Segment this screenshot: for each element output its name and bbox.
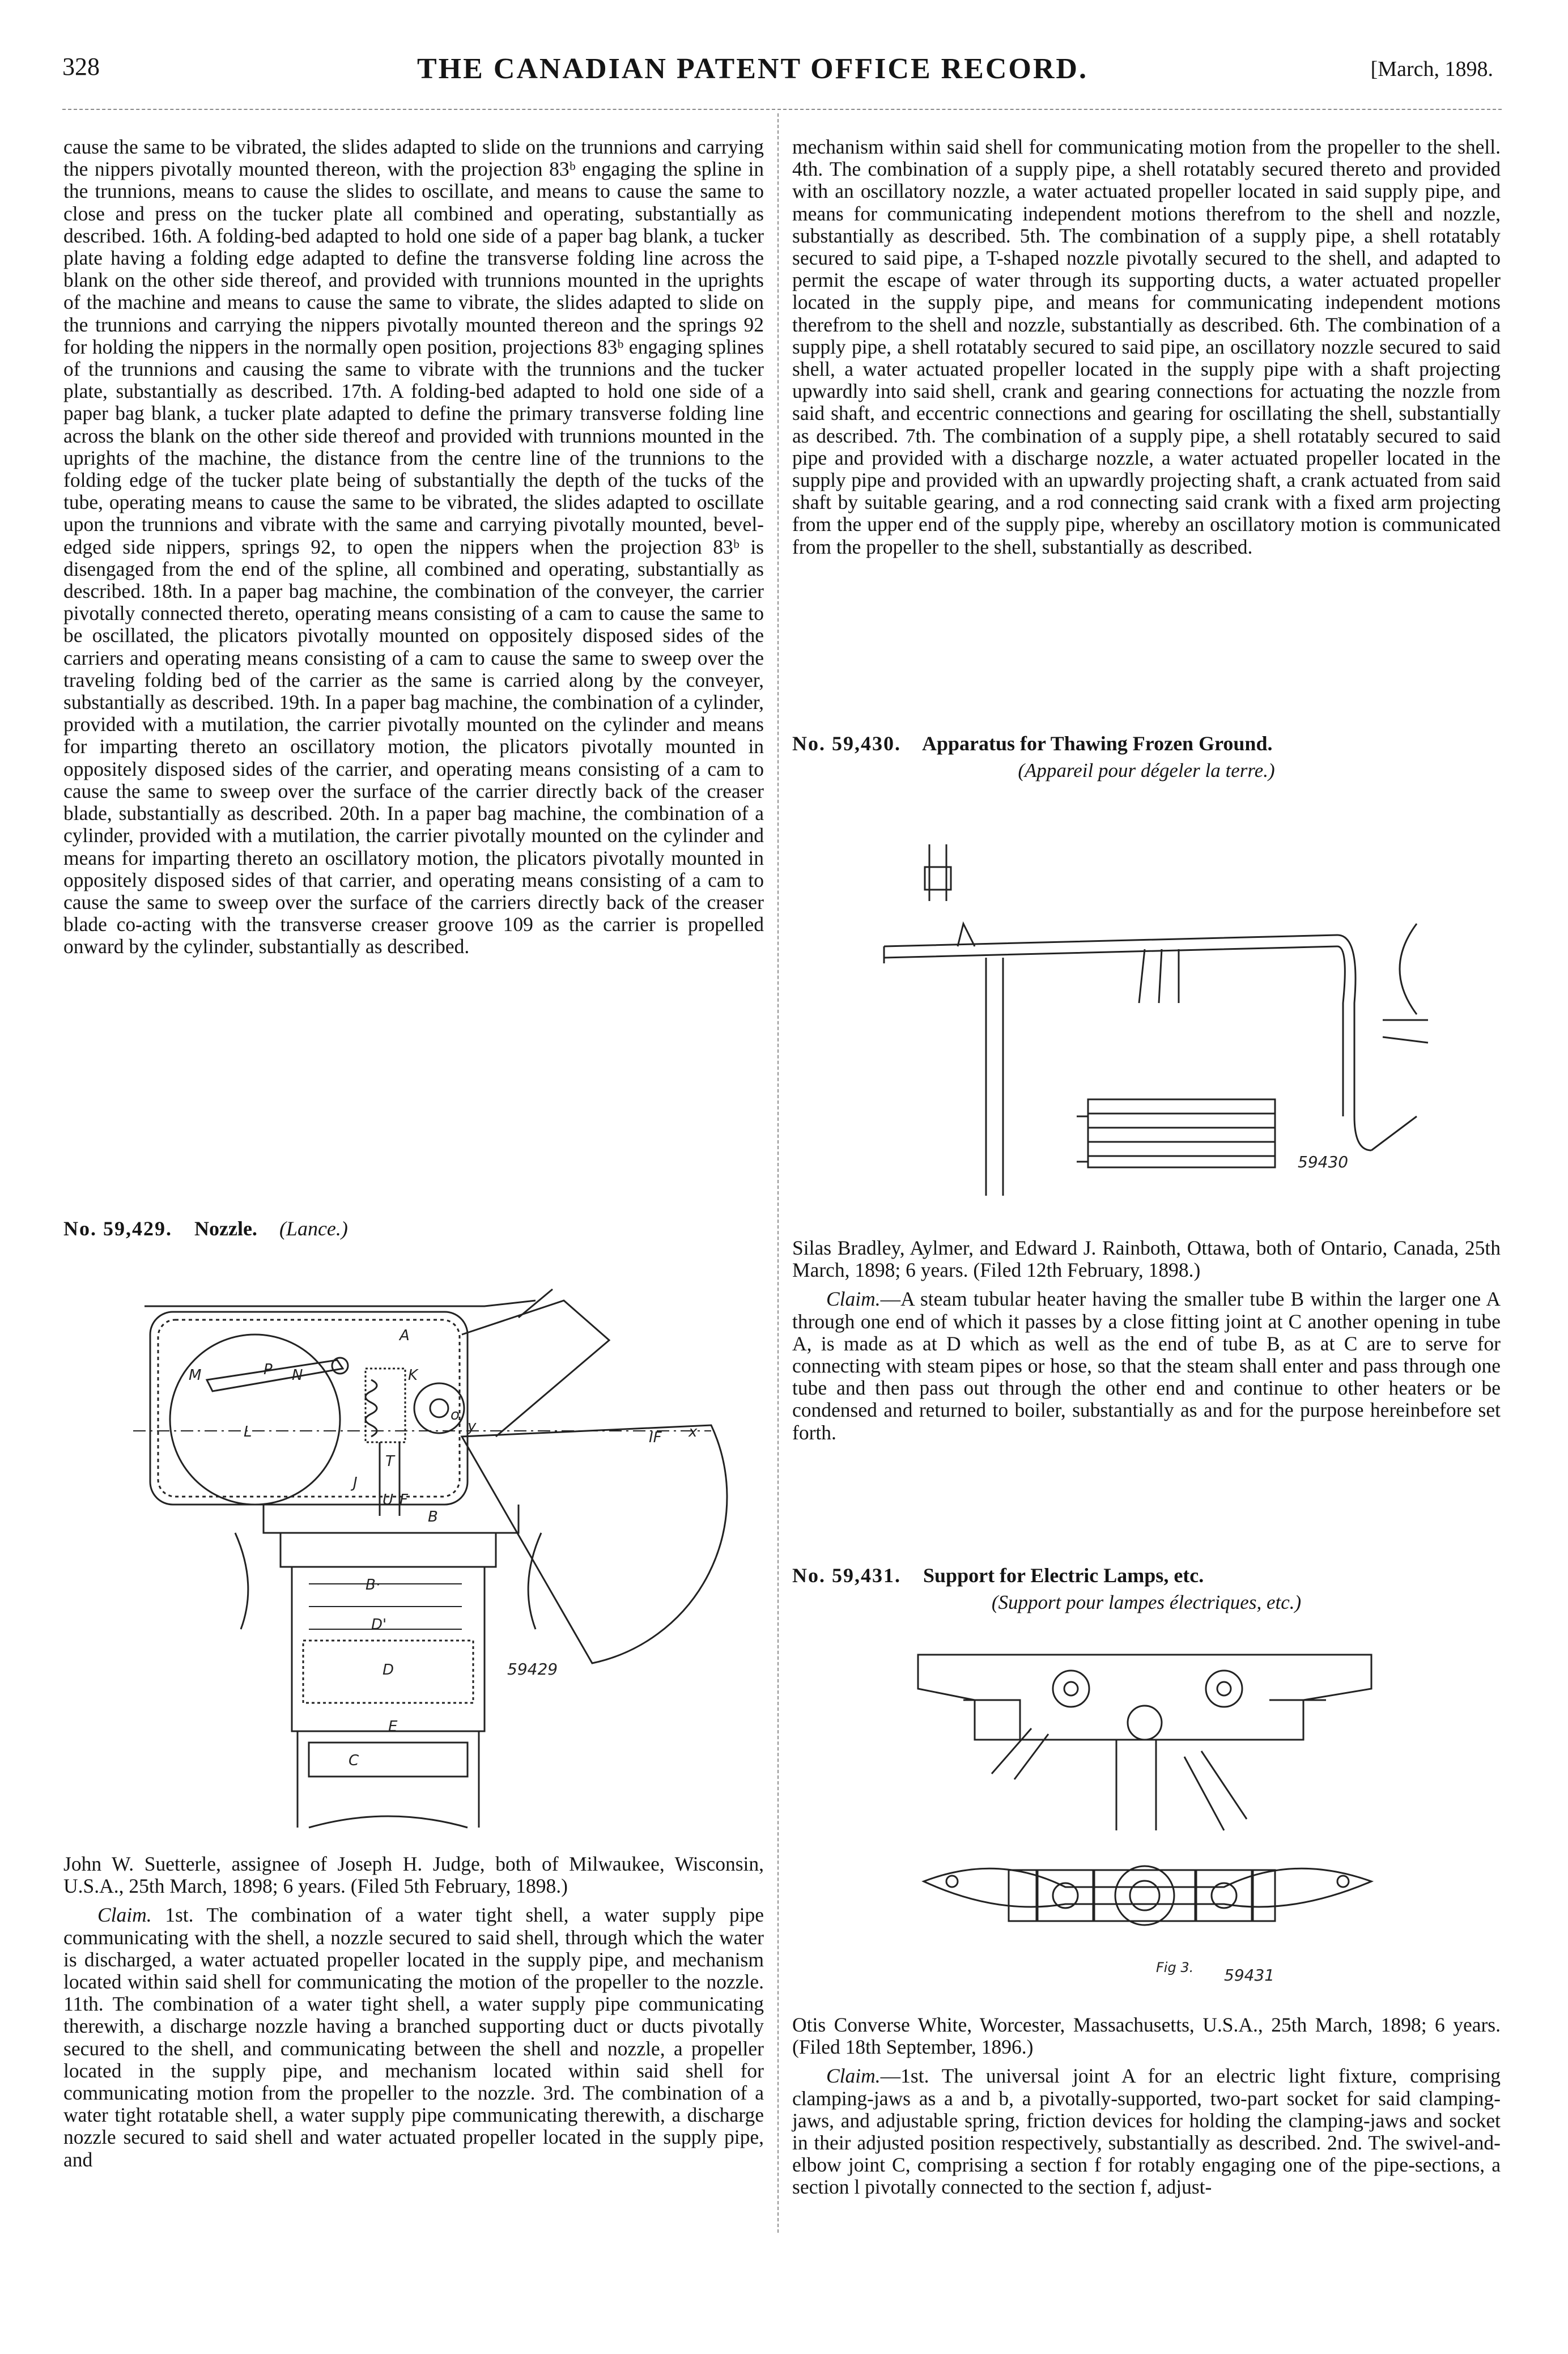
fig-label-y: y [468,1418,477,1435]
patent-59429-claim-paragraph [63,1904,764,2170]
nozzle-figure [122,1267,734,1845]
patent-59429-figure-number: 59429 [507,1660,558,1679]
fig-label-k: K [408,1367,418,1384]
patent-59430-heading [792,731,1272,756]
fig-label-j: J [353,1475,358,1492]
fig-label-o: o [451,1407,460,1424]
patent-59431-body [792,2014,1501,2199]
patent-59431-figure-caption: Fig 3. [1156,1960,1194,1975]
patent-59431-claim-label: Claim. [826,2064,881,2088]
fig-label-if: IF [649,1429,662,1446]
patent-59429-applicant: John W. Suetterle, assignee of Joseph H. Judge, both of Milwaukee, Wisconsin, U.S.A., 25th March, 1898; 6 years. (Filed 5th February, 1898.) [63,1852,764,1898]
paper-bag-claims-continuation: cause the same to be vibrated, the slides adapted to slide on the trunnions and carrying the nippers pivotally mounted thereon, with the projection 83ᵇ engaging the spline in the trunnions, means to cause the slides to oscillate, and means to cause the same to close and press on the tucker plate all combined and operating, substantially as described. 16th. A folding-bed adapted to hold one side of a paper bag blank, a tucker plate having a folding edge adapted to define the transverse folding line across the blank on the other side thereof, and provided with trunnions mounted in the uprights of the machine and means to cause the same to vibrate, the slides adapted to slide on the trunnions and carrying the nippers pivotally mounted thereon and the springs 92 for holding the nippers in the normally open position, projections 83ᵇ engaging splines of the trunnions and causing the same to vibrate with the trunnions and the tucker plate, substantially as described. 17th. A folding-bed adapted to hold one side of a paper bag blank, a tucker plate adapted to define the primary transverse folding line across the blank on the other side thereof and provided with trunnions mounted in the uprights of the machine, the distance from the centre line of the trunnions to the folding edge of the tucker plate being of substantially the depth of the tucks of the tube, operating means to cause the same to be vibrated, the slides adapted to oscillate upon the trunnions and vibrate with the same and carrying pivotally mounted, bevel-edged side nippers, springs 92, to open the nippers when the projection 83ᵇ is disengaged from the end of the spline, all combined and operating, substantially as described. 18th. In a paper bag machine, the combination of the conveyer, the carrier pivotally connected thereto, operating means consisting of a cam to cause the same to be oscillated, the plicators pivotally mounted on oppositely disposed sides of the carriers and operating means consisting of a cam to cause the same to sweep over the traveling folding bed of the carrier as the same is carried along by the conveyer, substantially as described. 19th. In a paper bag machine, the combination of a cylinder, provided with a mutilation, the carrier pivotally mounted on the cylinder and means for imparting thereto an oscillatory motion, the plicators pivotally mounted in oppositely disposed sides of the carrier, and operating means consisting of a cam to cause the same to sweep over the surface of the carrier directly back of the creaser blade, substantially as described. 20th. In a paper bag machine, the combination of a cylinder, provided with a mutilation, the carrier pivotally mounted on the cylinder and means for imparting thereto an oscillatory motion, the plicators pivotally mounted in oppositely disposed sides of that carrier, and operating means consisting of a cam to cause the same to sweep over the surface of the carriers directly back of the creaser blade co-acting with the transverse creaser groove 109 as the carrier is propelled onward by the cylinder, substantially as described. [63,135,764,958]
thawing-apparatus-figure [873,833,1439,1207]
fig-label-u: U [383,1492,394,1509]
fig-label-m: M [189,1367,202,1384]
fig-label-b: B [428,1509,438,1526]
fig-label-t: T [385,1453,394,1470]
page-header [0,52,1568,103]
patent-59429-claim-text: 1st. The combination of a water tight shell, a water supply pipe communicating with the shell, a nozzle secured to said shell, through which the water is discharged, a water actuated propeller located in the supply pipe, and mechanism located within said shell for communicating the motion of the propeller to the nozzle. 11th. The combination of a water tight shell, a water supply pipe communicating therewith, a discharge nozzle having a branched supporting duct or ducts pivotally secured to the shell, and communicating between the shell and nozzle, a propeller located in the supply pipe, and mechanism located within said shell for communicating motion from the propeller to the nozzle. 3rd. The combination of a water tight rotatable shell, a water supply pipe communicating therewith, a discharge nozzle secured to said shell and water actuated propeller located in the supply pipe, and [63,1903,764,2171]
fig-label-f: F [400,1492,408,1509]
patent-59429-heading [63,1216,348,1241]
patent-59431-figure-number: 59431 [1224,1966,1275,1985]
lamp-support-figure [907,1643,1394,2006]
fig-label-a: A [400,1327,410,1344]
patent-59430-title: Apparatus for Thawing Frozen Ground. [922,732,1273,755]
header-rule [62,109,1502,110]
issue-date: [March, 1898. [1370,57,1493,81]
patent-59430-body [792,1237,1501,1444]
fig-label-l: L [244,1424,252,1441]
fig-label-e: E [388,1718,398,1735]
patent-59430-claim-label: Claim. [826,1288,881,1311]
patent-59429-number: No. 59,429. [63,1217,172,1240]
nozzle-claims-continuation: mechanism within said shell for communicating motion from the propeller to the shell. 4th. The combination of a supply pipe, a shell rotatably secured thereto and provided with an oscillatory nozzle, a water actuated propeller located in said supply pipe, and means for communicating independent motions therefrom to the shell and nozzle, substantially as described. 5th. The combination of a supply pipe, a shell rotatably secured to said pipe, a T-shaped nozzle pivotally secured to the shell, and adapted to permit the escape of water through its supporting ducts, a water actuated propeller located in the supply pipe, and means for communicating independent motions therefrom to the shell and nozzle, substantially as described. 6th. The combination of a supply pipe, a shell rotatably secured to said pipe, an oscillatory nozzle secured to said shell, a water actuated propeller located in the supply pipe with a shaft projecting upwardly into said shell, crank and gearing connections for actuating the nozzle from said shaft, and eccentric connections and gearing for oscillating the shell, substantially as described. 7th. The combination of a supply pipe, a shell rotatably secured to said pipe and provided with a discharge nozzle, a water actuated propeller located in the supply pipe and provided with an upwardly projecting shaft, a crank actuated from said shaft by suitable gearing, and a rod connecting said crank with a fixed arm projecting from the upper end of the supply pipe, whereby an oscillatory motion is communicated from the propeller to the shell, substantially as described. [792,135,1501,558]
patent-59430-number: No. 59,430. [792,732,901,755]
patent-59429-french-title: (Lance.) [279,1217,348,1240]
patent-59430-claim-paragraph [792,1288,1501,1443]
patent-59430-figure-number: 59430 [1298,1153,1349,1171]
fig-label-n: N [292,1367,303,1384]
patent-59431-claim-paragraph [792,2065,1501,2198]
fig-label-d: D [383,1662,394,1679]
column-separator [777,113,779,2233]
fig-label-c: C [349,1752,359,1769]
patent-59431-title: Support for Electric Lamps, etc. [923,1564,1204,1587]
fig-label-p: P [264,1361,273,1378]
patent-59430-claim-text: —A steam tubular heater having the smaller tube B within the larger one A through one end of which it passes by a close fitting joint at C another opening in tube A, is made as at D which as well as the end of tube B, as at C are to serve for connecting with steam pipes or hose, so that the steam shall enter and pass through one tube and then pass out through the other end and continue to other heaters or be condensed and returned to boiler, substantially as and for the purpose hereinbefore set forth. [792,1288,1501,1444]
patent-59431-applicant: Otis Converse White, Worcester, Massachusetts, U.S.A., 25th March, 1898; 6 years. (Filed 18th September, 1896.) [792,2013,1501,2059]
patent-59430-applicant: Silas Bradley, Aylmer, and Edward J. Rainboth, Ottawa, both of Ontario, Canada, 25th March, 1898; 6 years. (Filed 12th February, 1898.) [792,1237,1501,1282]
right-continuation-text [792,136,1501,558]
fig-label-b-dot: B· [366,1577,381,1594]
patent-59431-claim-text: —1st. The universal joint A for an electric light fixture, comprising clamping-jaws as a and b, a pivotally-supported, two-part socket for said clamping-jaws, and adjustable spring, friction devices for holding the clamping-jaws and socket in their adjusted position respectively, substantially as described. 2nd. The swivel-and-elbow joint C, comprising a section f for rotably engaging one of the pipe-sections, a section l pivotally connected to the section f, adjust- [792,2064,1501,2199]
left-continuation-text [63,136,764,958]
patent-59429-claim-label: Claim. [97,1903,152,1927]
patent-59429-body [63,1853,764,2171]
patent-59429-title: Nozzle. [194,1217,257,1240]
patent-59431-number: No. 59,431. [792,1564,901,1587]
publication-title: THE CANADIAN PATENT OFFICE RECORD. [417,53,1088,85]
fig-label-d-prime: D' [371,1616,387,1633]
fig-label-x: x [689,1424,698,1441]
patent-59431-french-title: (Support pour lampes électriques, etc.) [991,1591,1302,1613]
patent-59430-french-title: (Appareil pour dégeler la terre.) [1018,759,1275,781]
page-number: 328 [62,53,100,80]
patent-59431-heading [792,1563,1204,1588]
